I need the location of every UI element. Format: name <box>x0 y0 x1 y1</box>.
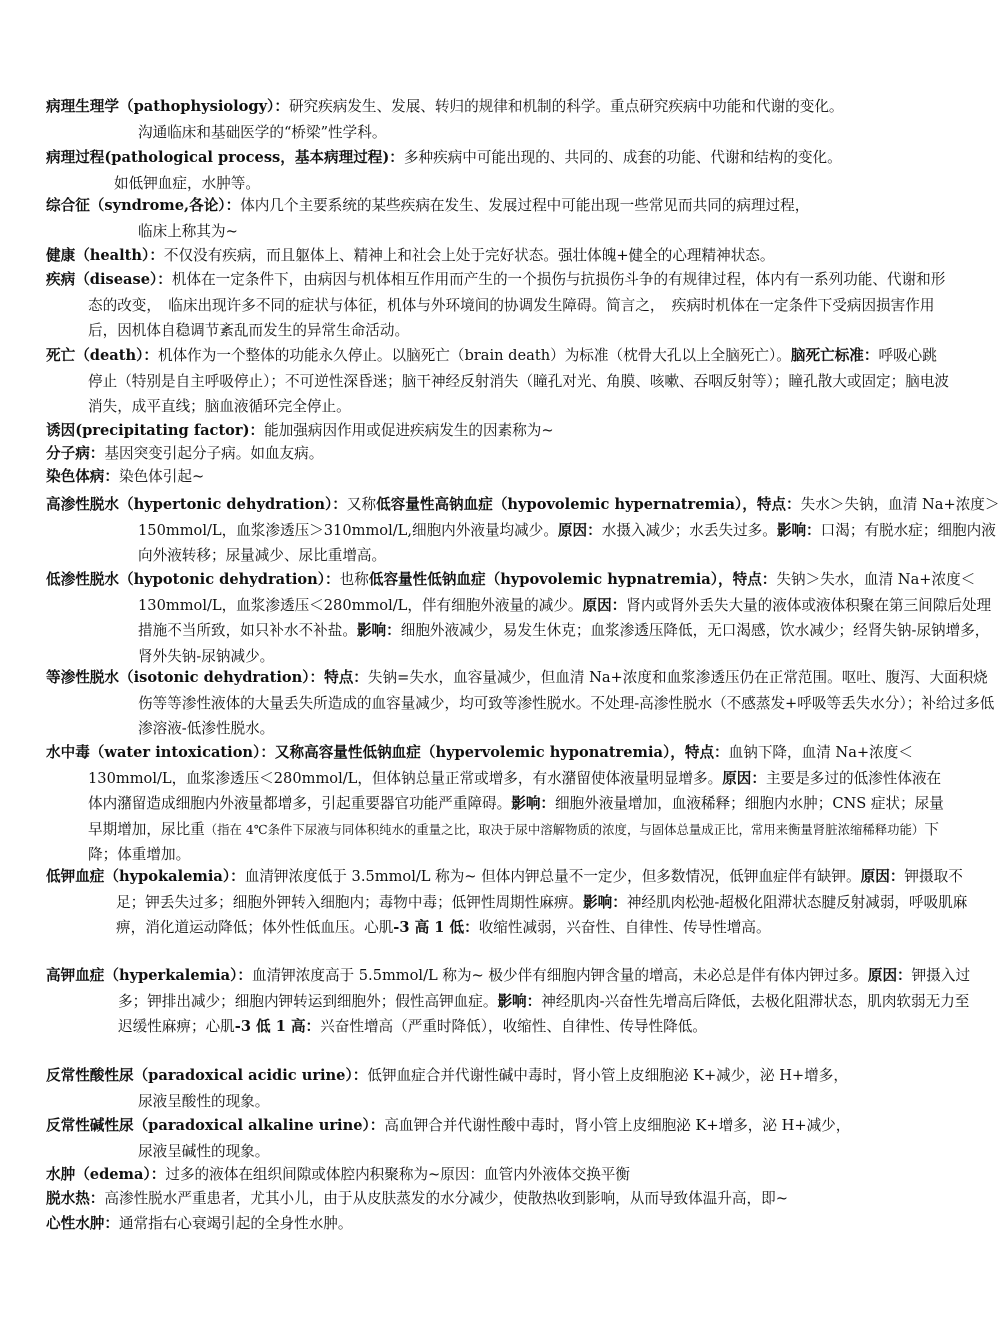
term: 水肿（edema）： <box>46 1166 166 1183</box>
term: 诱因(precipitating factor)： <box>46 422 265 439</box>
cause-label: 原因： <box>582 596 627 614</box>
definition: 基因突变引起分子病。如血友病。 <box>104 445 324 462</box>
entry-precipitating-factor <box>46 418 908 444</box>
feature-label: 特点： <box>324 669 368 686</box>
definition: 机体作为一个整体的功能永久停止。以脑死亡（brain death）为标准（枕骨大孔以上全脑死亡）。 <box>157 347 791 364</box>
text-also-called: 又称 <box>346 496 377 513</box>
cause-label: 原因： <box>557 521 602 539</box>
term: 高渗性脱水（hypertonic dehydration）： <box>46 496 347 513</box>
cause: 肾内或肾外丢失大量的液体或液体积聚在第三间隙后处理措施不当所致，如只补水不补盐。 <box>138 596 992 639</box>
effect: 神经肌肉松弛-超极化阻滞状态腱反射减弱，呼吸肌麻痹，消化道运动降低；体外性低血压。心肌 <box>116 893 968 936</box>
definition: 失钠=失水，血容量减少，但血清 Na+浓度和血浆渗透压仍在正常范围。呕吐、腹泻、大面积烧伤等等渗性液体的大量丢失所造成的血容量减少，均可致等渗性脱水。不处理-高渗性脱水（不感蒸发+呼吸等丢失水分）；补给过多低渗溶液-低渗性脱水。 <box>138 669 995 737</box>
definition-continued: 临床上称其为~ <box>138 222 238 240</box>
entry-chromosomal-disease <box>46 464 908 490</box>
entry-hypotonic-dehydration <box>46 567 1000 669</box>
features: 血钠下降，血清 Na+浓度＜130mmol/L，血浆渗透压＜280mmol/L，但体钠总量正常或增多，有水潴留使体液量明显增多。 <box>88 744 913 787</box>
term-alt: 低容量性低钠血症（hypovolemic hypnatremia），特点： <box>368 571 777 588</box>
definition: 血清钾浓度低于 3.5mmol/L 称为~ 但体内钾总量不一定少，但多数情况，低钾血症伴有缺钾。 <box>244 868 861 885</box>
term: 病理过程(pathological process，基本病理过程)： <box>46 149 404 166</box>
entry-death <box>46 343 950 420</box>
effect-tail: 下降；体重增加。 <box>88 820 939 863</box>
effect-label: 影响： <box>356 622 401 639</box>
entry-hypokalemia <box>46 864 978 941</box>
definition: 高渗性脱水严重患者，尤其小儿，由于从皮肤蒸发的水分减少，使散热收到影响，从而导致体温升高，即~ <box>104 1190 788 1207</box>
effect-label: 影响： <box>583 893 627 911</box>
definition-continued: 尿液呈碱性的现象。 <box>138 1142 270 1160</box>
effect-label: 影响： <box>776 521 821 539</box>
effect: 细胞外液量增加，血液稀释；细胞内水肿；CNS 症状；尿量早期增加，尿比重 <box>88 795 944 838</box>
cause-label: 原因： <box>860 868 905 885</box>
definition-continued: 沟通临床和基础医学的“桥梁”性学科。 <box>138 123 387 141</box>
heart-effect: 兴奋性增高（严重时降低），收缩性、自律性、传导性降低。 <box>320 1018 707 1035</box>
effect: 神经肌肉-兴奋性先增高后降低，去极化阻滞状态，肌肉软弱无力至迟缓性麻痹；心肌 <box>118 992 970 1035</box>
definition: 通常指右心衰竭引起的全身性水肿。 <box>118 1215 353 1232</box>
term: 反常性酸性尿（paradoxical acidic urine）： <box>46 1067 368 1084</box>
term: 健康（health）： <box>46 247 164 264</box>
term: 低渗性脱水（hypotonic dehydration）： <box>46 571 340 588</box>
term: 综合征（syndrome,各论）： <box>46 197 241 214</box>
effect-label: 影响： <box>497 992 542 1010</box>
cause-label: 原因： <box>867 967 912 984</box>
entry-water-intoxication <box>46 740 950 868</box>
entry-isotonic-dehydration <box>46 665 1000 742</box>
definition: 低钾血症合并代谢性碱中毒时，肾小管上皮细胞泌 K+减少，泌 H+增多， <box>367 1067 848 1084</box>
term: 病理生理学（pathophysiology）： <box>46 98 289 115</box>
heart-label: -3 高 1 低： <box>393 919 479 936</box>
entry-hypertonic-dehydration <box>46 492 1000 569</box>
entry-pathological-process <box>46 145 908 196</box>
definition: 体内几个主要系统的某些疾病在发生、发展过程中可能出现一些常见而共同的病理过程， <box>240 197 810 214</box>
effect: 细胞外液减少，易发生休克；血浆渗透压降低，无口渴感，饮水减少；经肾失钠-尿钠增多，肾外失钠-尿钠减少。 <box>138 622 990 665</box>
term-brain-death: 脑死亡标准： <box>790 347 879 364</box>
term: 死亡（death）： <box>46 347 158 364</box>
entry-molecular-disease <box>46 441 908 467</box>
term: 高钾血症（hyperkalemia）： <box>46 967 252 984</box>
entry-dehydration-fever <box>46 1186 908 1212</box>
features: 失钠＞失水，血清 Na+浓度＜130mmol/L，血浆渗透压＜280mmol/L，伴有细胞外液量的减少。 <box>138 571 976 614</box>
definition: 研究疾病发生、发展、转归的规律和机制的科学。重点研究疾病中功能和代谢的变化。 <box>288 98 844 115</box>
entry-edema <box>46 1162 908 1188</box>
specific-gravity-note: （指在 4℃条件下尿液与同体积纯水的重量之比，取决于尿中溶解物质的浓度，与固体总量成正比，常用来衡量肾脏浓缩稀释功能） <box>204 821 925 837</box>
definition: 不仅没有疾病，而且躯体上、精神上和社会上处于完好状态。强壮体魄+健全的心理精神状态。 <box>163 247 775 264</box>
term: 疾病（disease）： <box>46 271 172 288</box>
heart-label: -3 低 1 高： <box>234 1018 321 1035</box>
heart-effect: 收缩性减弱，兴奋性、自律性、传导性增高。 <box>478 919 771 936</box>
features: 失水＞失钠，血清 Na+浓度＞150mmol/L，血浆渗透压＞310mmol/L,细胞内外液量均减少。 <box>138 496 1000 539</box>
effect-label: 影响： <box>511 795 556 812</box>
text-also-called: 也称 <box>339 571 369 588</box>
entry-hyperkalemia <box>46 963 980 1040</box>
cause-label: 原因： <box>722 769 766 787</box>
cause: 钾摄取不足；钾丢失过多；细胞外钾转入细胞内；毒物中毒；低钾性周期性麻痹。 <box>116 868 963 911</box>
entry-paradoxical-acidic-urine <box>46 1063 908 1114</box>
definition: 多种疾病中可能出现的、共同的、成套的功能、代谢和结构的变化。 <box>403 149 842 166</box>
definition: 能加强病因作用或促进疾病发生的因素称为~ <box>264 422 554 439</box>
term: 脱水热： <box>46 1190 105 1207</box>
entry-health <box>46 243 908 269</box>
definition: 血清钾浓度高于 5.5mmol/L 称为~ 极少伴有细胞内钾含量的增高，未必总是伴有体内钾过多。 <box>251 967 868 984</box>
definition-continued: 尿液呈酸性的现象。 <box>138 1092 270 1110</box>
definition: 过多的液体在组织间隙或体腔内积聚称为~原因：血管内外液体交换平衡 <box>165 1166 630 1183</box>
entry-paradoxical-alkaline-urine <box>46 1113 908 1164</box>
term: 反常性碱性尿（paradoxical alkaline urine）： <box>46 1117 385 1134</box>
definition-continued: 如低钾血症，水肿等。 <box>114 174 260 192</box>
term: 染色体病： <box>46 468 119 485</box>
term: 等渗性脱水（isotonic dehydration）： <box>46 669 325 686</box>
term: 心性水肿： <box>46 1215 119 1232</box>
entry-syndrome <box>46 193 908 244</box>
definition-brain-death: 呼吸心跳停止（特别是自主呼吸停止）；不可逆性深昏迷；脑干神经反射消失（瞳孔对光、角膜、咳嗽、吞咽反射等）；瞳孔散大或固定；脑电波消失，成平直线；脑血液循环完全停止。 <box>88 347 950 415</box>
effect: 口渴；有脱水症；细胞内液向外液转移；尿量减少、尿比重增高。 <box>138 521 996 564</box>
term-alt: 低容量性高钠血症（hypovolemic hypernatremia），特点： <box>376 496 801 513</box>
definition: 高血钾合并代谢性酸中毒时，肾小管上皮细胞泌 K+增多，泌 H+减少， <box>384 1117 851 1134</box>
definition: 机体在一定条件下，由病因与机体相互作用而产生的一个损伤与抗损伤斗争的有规律过程，体内有一系列功能、代谢和形态的改变， 临床出现许多不同的症状与体征，机体与外环境间的协调发生障碍。简言之， 疾病时机体在一定条件下受病因损害作用后，因机体自稳调节紊乱而发生的异常生命活动。 <box>88 271 946 339</box>
definition: 染色体引起~ <box>118 468 205 485</box>
entry-cardiac-edema <box>46 1211 908 1237</box>
cause: 主要是多过的低渗性体液在体内潴留造成细胞内外液量都增多，引起重要器官功能严重障碍。 <box>88 769 942 812</box>
term: 分子病： <box>46 445 105 462</box>
cause: 水摄入减少；水丢失过多。 <box>601 521 777 539</box>
entry-pathophysiology <box>46 94 908 145</box>
entry-disease <box>46 267 950 344</box>
term: 低钾血症（hypokalemia）： <box>46 868 245 885</box>
term: 水中毒（water intoxication）：又称高容量性低钠血症（hypervolemic hyponatremia），特点： <box>46 744 729 761</box>
cause: 钾摄入过多；钾排出减少；细胞内钾转运到细胞外；假性高钾血症。 <box>118 967 971 1010</box>
